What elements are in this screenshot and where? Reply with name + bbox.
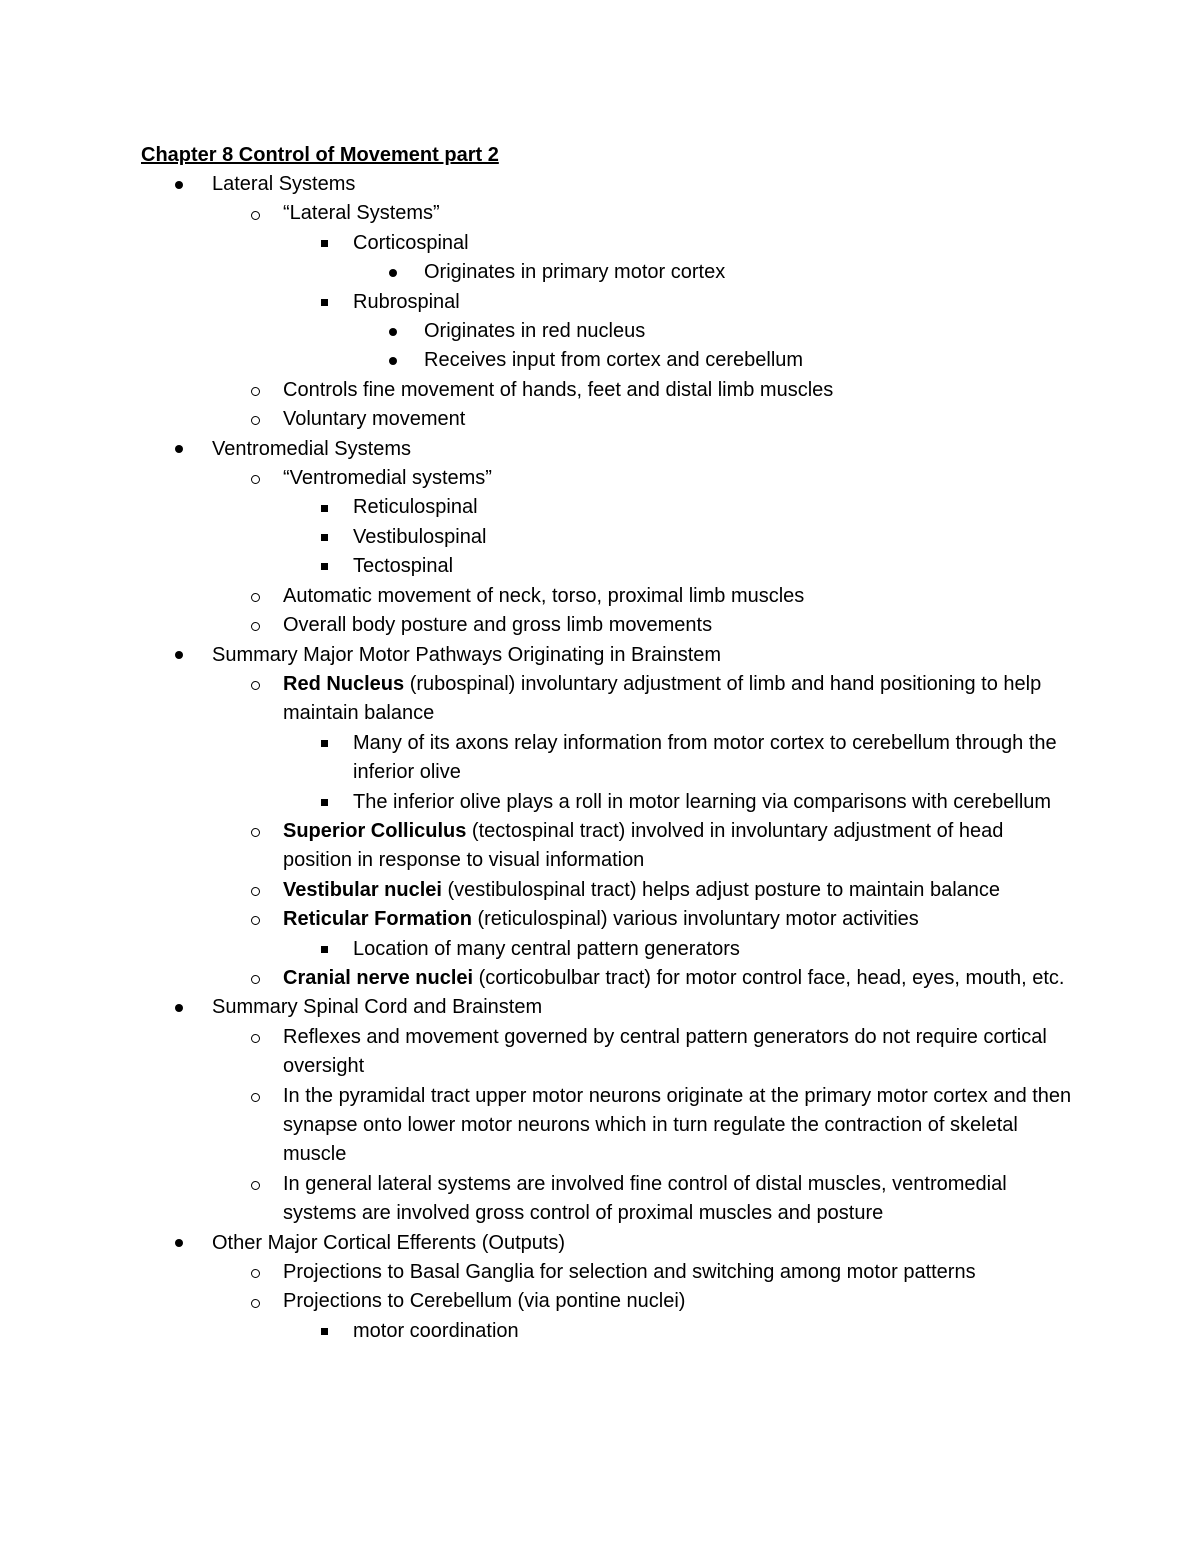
bullet-dot-icon [169, 170, 189, 199]
outline-item-cortical-efferents [0, 1229, 1072, 1258]
outline-item-central-pattern-generators [0, 935, 1073, 964]
outline-item-spinal-summary [0, 993, 1072, 1022]
term-reticular-formation: Reticular Formation [283, 908, 472, 931]
outline-item-rubrospinal-origin [0, 317, 1074, 346]
item-text: In the pyramidal tract upper motor neurons originate at the primary motor cortex and then synapse onto lower motor neurons which in turn regulate the contraction of skeletal muscle [283, 1084, 1072, 1166]
bullet-square-icon [314, 493, 334, 522]
item-text: Originates in red nucleus [424, 320, 646, 343]
bullet-square-icon [314, 523, 334, 552]
item-text: Vestibulospinal [353, 525, 487, 548]
outline-item-body-posture [0, 611, 1073, 640]
bullet-circle-icon [245, 1170, 265, 1199]
bullet-circle-icon [245, 464, 265, 493]
document-title: Chapter 8 Control of Movement part 2 [141, 144, 499, 166]
term-cranial-nerve-nuclei: Cranial nerve nuclei [283, 966, 474, 989]
bullet-square-icon [314, 288, 334, 317]
item-text: Projections to Cerebellum (via pontine nuclei) [283, 1290, 686, 1313]
item-text: Voluntary movement [283, 408, 466, 431]
item-text: Automatic movement of neck, torso, proximal limb muscles [283, 584, 805, 607]
item-text: motor coordination [353, 1319, 519, 1342]
item-text: Ventromedial Systems [212, 437, 411, 460]
outline-item-reticulospinal [0, 493, 1073, 522]
item-text: Location of many central pattern generators [353, 937, 740, 960]
outline-item-corticospinal-origin [0, 258, 1074, 287]
outline-item-vestibular-nuclei [0, 876, 1073, 905]
item-text: Rubrospinal [353, 290, 460, 313]
bullet-square-icon [314, 552, 334, 581]
outline-item-vestibulospinal [0, 523, 1073, 552]
outline-item-basal-ganglia [0, 1258, 1073, 1287]
item-text: Summary Spinal Cord and Brainstem [212, 996, 543, 1019]
bullet-circle-icon [245, 817, 265, 846]
bullet-dot-icon [383, 258, 403, 287]
notes-outline [0, 170, 1200, 1346]
item-text: Other Major Cortical Efferents (Outputs) [212, 1231, 566, 1254]
bullet-dot-icon [169, 993, 189, 1022]
bullet-dot-icon [169, 641, 189, 670]
term-vestibular-nuclei: Vestibular nuclei [283, 878, 442, 901]
outline-item-reticular-formation [0, 905, 1073, 934]
outline-item-cranial-nerve-nuclei [0, 964, 1073, 993]
item-text: “Ventromedial systems” [283, 467, 492, 490]
item-text: Tectospinal [353, 555, 454, 578]
outline-item-ventromedial-quote [0, 464, 1073, 493]
outline-item-voluntary-movement [0, 405, 1073, 434]
outline-item-automatic-movement [0, 582, 1073, 611]
bullet-square-icon [314, 229, 334, 258]
bullet-circle-icon [245, 405, 265, 434]
outline-item-pyramidal-tract [0, 1082, 1073, 1170]
outline-item-rubrospinal [0, 288, 1073, 317]
item-text: The inferior olive plays a roll in motor learning via comparisons with cerebellum [353, 790, 1052, 813]
bullet-circle-icon [245, 1082, 265, 1111]
item-text: Controls fine movement of hands, feet and distal limb muscles [283, 378, 834, 401]
bullet-circle-icon [245, 582, 265, 611]
outline-item-general-systems [0, 1170, 1073, 1229]
bullet-dot-icon [383, 317, 403, 346]
bullet-circle-icon [245, 1258, 265, 1287]
term-superior-colliculus: Superior Colliculus [283, 819, 467, 842]
item-text: (reticulospinal) various involuntary motor activities [471, 908, 919, 931]
item-text: (tectospinal tract) involved in involuntary adjustment of head position in response to visual information [283, 819, 1004, 872]
bullet-dot-icon [169, 1229, 189, 1258]
item-text: Many of its axons relay information from motor cortex to cerebellum through the inferior olive [353, 731, 1057, 784]
item-text: Originates in primary motor cortex [424, 261, 726, 284]
bullet-square-icon [314, 1317, 334, 1346]
outline-item-superior-colliculus [0, 817, 1073, 876]
outline-item-brainstem-pathways [0, 641, 1072, 670]
item-text: Overall body posture and gross limb movements [283, 614, 713, 637]
bullet-circle-icon [245, 1023, 265, 1052]
item-text: Receives input from cortex and cerebellum [424, 349, 804, 372]
outline-item-red-nucleus-axons [0, 729, 1073, 788]
outline-item-cerebellum-projections [0, 1287, 1073, 1316]
bullet-circle-icon [245, 905, 265, 934]
outline-item-lateral-systems [0, 170, 1072, 199]
bullet-dot-icon [169, 435, 189, 464]
outline-item-motor-coordination [0, 1317, 1073, 1346]
item-text: In general lateral systems are involved fine control of distal muscles, ventromedial systems are involved gross control of proximal muscles and posture [283, 1172, 1007, 1225]
outline-item-reflexes [0, 1023, 1073, 1082]
bullet-circle-icon [245, 199, 265, 228]
item-text: (corticobulbar tract) for motor control face, head, eyes, mouth, etc. [473, 966, 1065, 989]
outline-item-inferior-olive [0, 788, 1073, 817]
item-text: Reticulospinal [353, 496, 478, 519]
bullet-circle-icon [245, 876, 265, 905]
bullet-circle-icon [245, 964, 265, 993]
item-text: (rubospinal) involuntary adjustment of limb and hand positioning to help maintain balance [283, 672, 1042, 725]
outline-item-rubrospinal-input [0, 346, 1074, 375]
item-text: Projections to Basal Ganglia for selection and switching among motor patterns [283, 1261, 976, 1284]
bullet-dot-icon [383, 346, 403, 375]
bullet-square-icon [314, 788, 334, 817]
outline-item-ventromedial-systems [0, 435, 1072, 464]
bullet-circle-icon [245, 376, 265, 405]
bullet-circle-icon [245, 670, 265, 699]
outline-item-tectospinal [0, 552, 1073, 581]
item-text: (vestibulospinal tract) helps adjust posture to maintain balance [441, 878, 1001, 901]
outline-item-lateral-quote [0, 199, 1073, 228]
term-red-nucleus: Red Nucleus [283, 672, 405, 695]
item-text: Corticospinal [353, 231, 469, 254]
outline-item-fine-movement [0, 376, 1073, 405]
bullet-square-icon [314, 935, 334, 964]
outline-item-corticospinal [0, 229, 1073, 258]
item-text: Lateral Systems [212, 173, 356, 195]
outline-item-red-nucleus [0, 670, 1073, 729]
item-text: “Lateral Systems” [283, 202, 440, 225]
item-text: Reflexes and movement governed by central pattern generators do not require cortical oversight [283, 1025, 1047, 1078]
bullet-circle-icon [245, 611, 265, 640]
item-text: Summary Major Motor Pathways Originating in Brainstem [212, 643, 722, 666]
bullet-circle-icon [245, 1287, 265, 1316]
bullet-square-icon [314, 729, 334, 758]
